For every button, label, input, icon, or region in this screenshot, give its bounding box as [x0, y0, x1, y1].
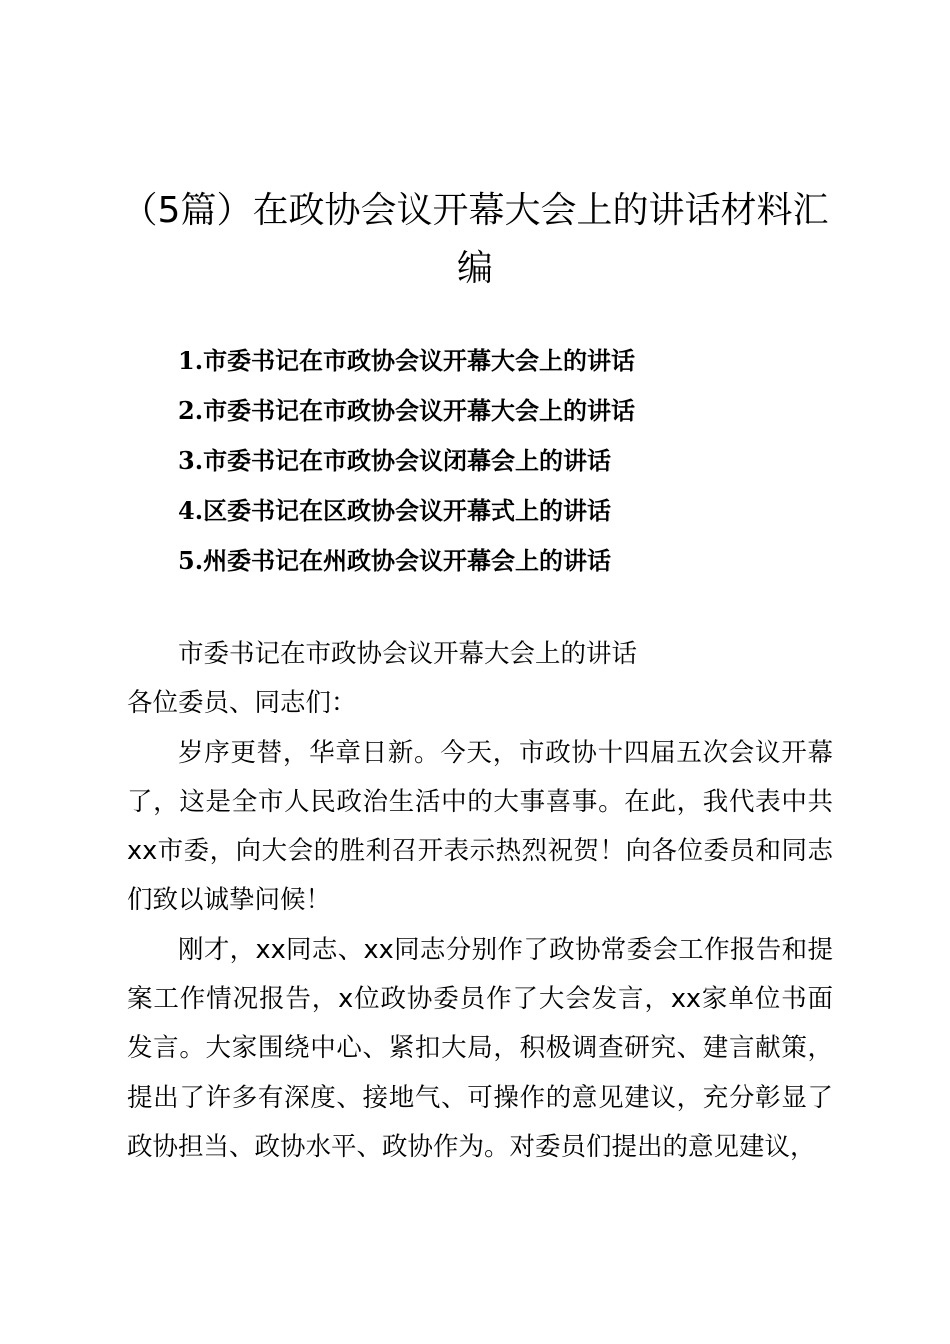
toc-item-text: 市委书记在市政协会议开幕大会上的讲话 — [203, 347, 636, 375]
toc-item-text: 市委书记在市政协会议开幕大会上的讲话 — [203, 397, 636, 425]
toc-item — [178, 436, 635, 486]
table-of-contents — [178, 336, 635, 586]
toc-item-number: 3. — [178, 446, 204, 475]
toc-item — [178, 536, 635, 586]
document-title: （5篇）在政协会议开幕大会上的讲话材料汇编 — [121, 190, 829, 289]
toc-item-text: 市委书记在市政协会议闭幕会上的讲话 — [203, 447, 612, 475]
paragraph: 刚才，xx同志、xx同志分别作了政协常委会工作报告和提案工作情况报告，x位政协委员作了大会发言，xx家单位书面发言。大家围绕中心、紧扣大局，积极调查研究、建言献策，提出了许多有深度、接地气、可操作的意见建议，充分彰显了政协担当、政协水平、政协作为。对委员们提出的意见建议， — [127, 934, 833, 1162]
toc-item-text: 区委书记在区政协会议开幕式上的讲话 — [203, 497, 612, 525]
speech-body — [127, 630, 833, 1172]
toc-item — [178, 486, 635, 536]
salutation: 各位委员、同志们： — [127, 688, 357, 719]
section-title: 市委书记在市政协会议开幕大会上的讲话 — [178, 639, 638, 669]
toc-item-number: 1. — [178, 346, 204, 375]
toc-item-number: 2. — [178, 396, 204, 425]
paragraph: 岁序更替，华章日新。今天，市政协十四届五次会议开幕了，这是全市人民政治生活中的大事喜事。在此，我代表中共xx市委，向大会的胜利召开表示热烈祝贺！向各位委员和同志们致以诚挚问候！ — [127, 737, 833, 916]
toc-item — [178, 386, 635, 436]
toc-item-number: 4. — [178, 496, 204, 525]
toc-item-number: 5. — [178, 546, 204, 575]
toc-item — [178, 336, 635, 386]
toc-item-text: 州委书记在州政协会议开幕会上的讲话 — [203, 547, 612, 575]
